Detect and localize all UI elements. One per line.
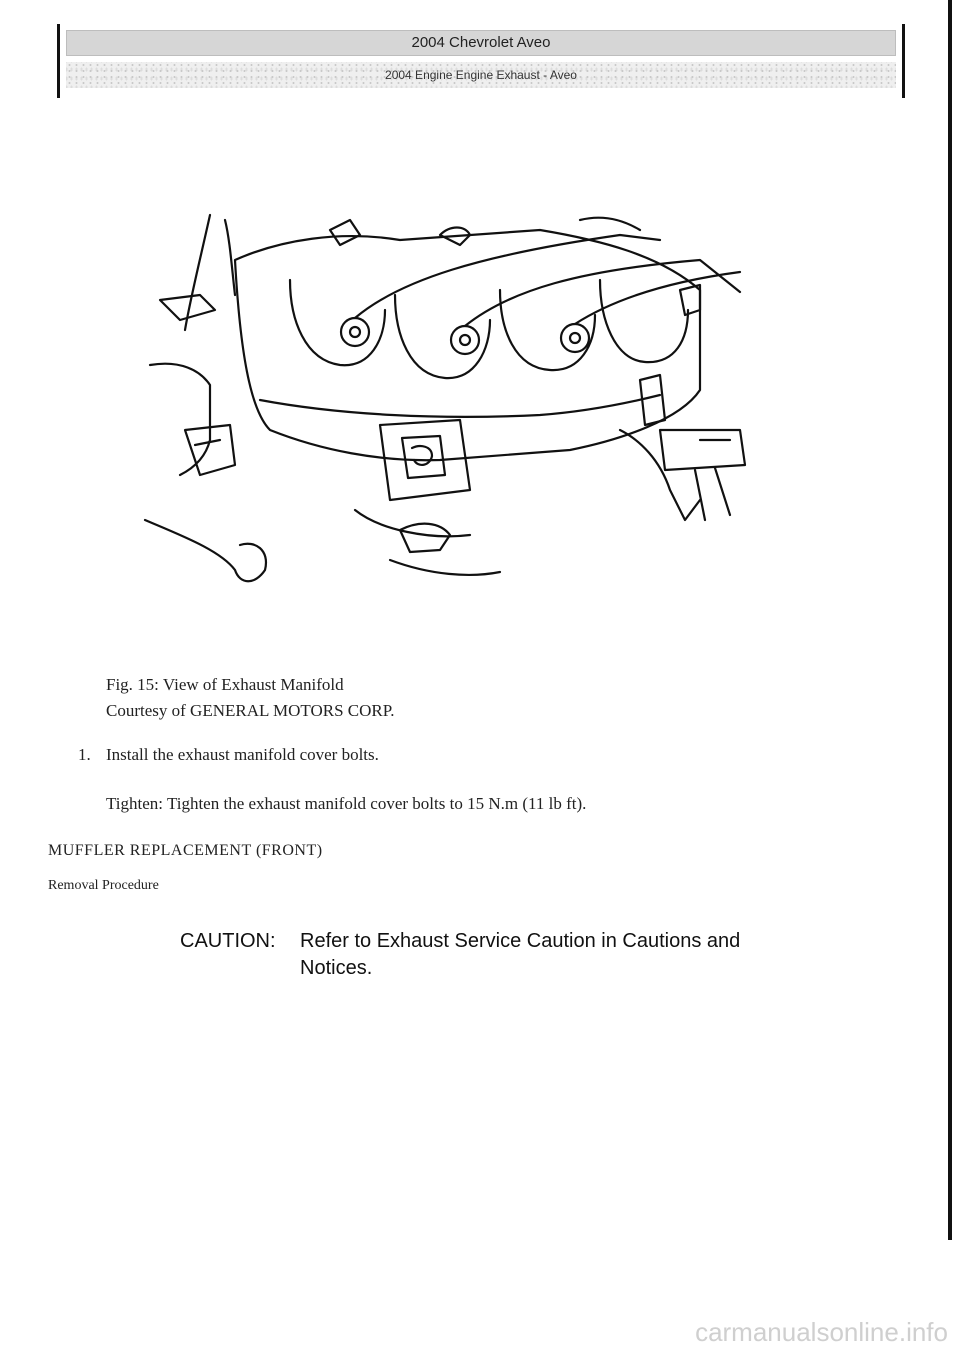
caution-text-line2: Notices.: [300, 957, 373, 979]
header-left-rule: [57, 24, 60, 98]
step-number: 1.: [78, 745, 91, 764]
figure-caption: [106, 672, 395, 724]
watermark: carmanualsonline.info: [695, 1317, 948, 1347]
page-header: [57, 24, 905, 98]
figure-caption-title: Fig. 15: View of Exhaust Manifold: [106, 675, 344, 694]
caution-label: CAUTION:: [180, 930, 276, 952]
procedure-heading: Removal Procedure: [48, 878, 159, 893]
exhaust-manifold-illustration: [140, 200, 760, 600]
right-edge-rule: [948, 0, 952, 1240]
tighten-instruction: Tighten: Tighten the exhaust manifold cover bolts to 15 N.m (11 lb ft).: [106, 794, 587, 813]
caution-block: [180, 928, 840, 982]
header-title: 2004 Chevrolet Aveo: [66, 30, 896, 56]
step-text: Install the exhaust manifold cover bolts.: [106, 745, 379, 764]
figure-caption-credit: Courtesy of GENERAL MOTORS CORP.: [106, 701, 395, 720]
caution-text-line1: Refer to Exhaust Service Caution in Cautions and: [300, 930, 741, 952]
section-heading: MUFFLER REPLACEMENT (FRONT): [48, 842, 323, 859]
header-right-rule: [902, 24, 905, 98]
header-subtitle: 2004 Engine Engine Exhaust - Aveo: [66, 62, 896, 88]
procedure-step: [78, 745, 379, 765]
